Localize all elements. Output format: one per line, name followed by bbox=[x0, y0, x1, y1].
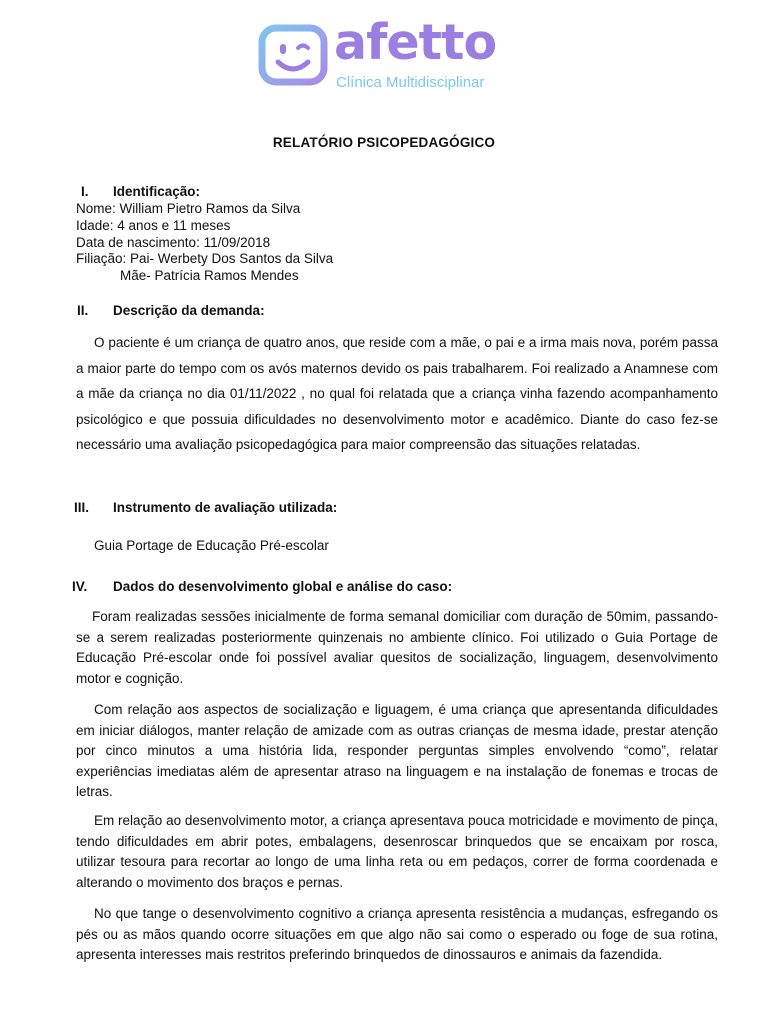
patient-birthdate: Data de nascimento: 11/09/2018 bbox=[76, 234, 271, 250]
logo-subtitle: Clínica Multidisciplinar bbox=[336, 74, 485, 91]
identification-block bbox=[76, 201, 333, 285]
section-number: II. bbox=[77, 303, 89, 318]
analysis-paragraph: Em relação ao desenvolvimento motor, a criança apresentava pouca motricidade e movimento de pinça, tendo dificuldades em abrir potes, embalagens, desenroscar brinquedos que se encaixam por rosca, utilizar tesoura para recortar ao longo de uma linha reta ou em pedaços, correr de forma coordenada e alterando o movimento dos braços e pernas. bbox=[76, 813, 718, 890]
patient-age: Idade: 4 anos e 11 meses bbox=[76, 217, 231, 233]
smiley-logo-icon bbox=[258, 24, 328, 88]
demand-text: O paciente é um criança de quatro anos, que reside com a mãe, o pai e a irma mais nova, porém passa a maior parte do tempo com os avós maternos devido os pais trabalharem. Foi realizado a Anamnese com a mãe da criança no dia 01/11/2022 , no qual foi relatada que a criança vinha fazendo acompanhamento psicológico e que possuia dificuldades no desenvolvimento motor e acadêmico. Diante do caso fez-se necessário uma avaliação psicopedagógica para maior compreensão das situações relatadas. bbox=[76, 335, 718, 453]
section-number: IV. bbox=[72, 579, 88, 594]
demand-paragraph bbox=[76, 330, 718, 458]
section-label: Descrição da demanda: bbox=[113, 303, 265, 318]
section-label: Instrumento de avaliação utilizada: bbox=[113, 500, 338, 515]
analysis-paragraph: Com relação aos aspectos de socialização e liguagem, é uma criança que apresentanda dificuldades em iniciar diálogos, manter relação de amizade com as outras crianças de mesma idade, prestar atenção por cinco minutos a uma história lida, responder perguntas simples envolvendo “como”, relatar experiências imediatas além de apresentar atraso na linguagem e na instalação de fonemas e trocas de letras. bbox=[76, 702, 718, 799]
instrument-text: Guia Portage de Educação Pré-escolar bbox=[94, 538, 329, 553]
patient-father: Filiação: Pai- Werbety Dos Santos da Silva bbox=[76, 251, 334, 267]
section-label: Identificação: bbox=[113, 184, 201, 199]
analysis-paragraph: Foram realizadas sessões inicialmente de forma semanal domiciliar com duração de 50mim, passando-se a serem realizadas posteriormente quinzenais no ambiente clínico. Foi utilizado o Guia Portage de Educação Pré-escolar onde foi possível avaliar quesitos de socialização, linguagem, desenvolvimento motor e cognição. bbox=[76, 609, 718, 686]
logo-wordmark: afetto bbox=[334, 14, 497, 71]
analysis-paragraph: No que tange o desenvolvimento cognitivo a criança apresenta resistência a mudanças, esfregando os pés ou as mãos quando ocorre situações em que algo não sai como o esperado ou foge de sua rotina, apresenta interesses mais restritos preferindo brinquedos de dinossauros e animais da fazendida. bbox=[76, 906, 718, 962]
patient-mother: Mãe- Patrícia Ramos Mendes bbox=[120, 268, 299, 284]
section-number: I. bbox=[81, 184, 89, 199]
report-title: RELATÓRIO PSICOPEDAGÓGICO bbox=[272, 135, 496, 150]
patient-name: Nome: William Pietro Ramos da Silva bbox=[76, 201, 301, 216]
clinic-logo bbox=[258, 14, 518, 98]
section-label: Dados do desenvolvimento global e análise do caso: bbox=[113, 579, 453, 594]
section-number: III. bbox=[74, 500, 90, 515]
